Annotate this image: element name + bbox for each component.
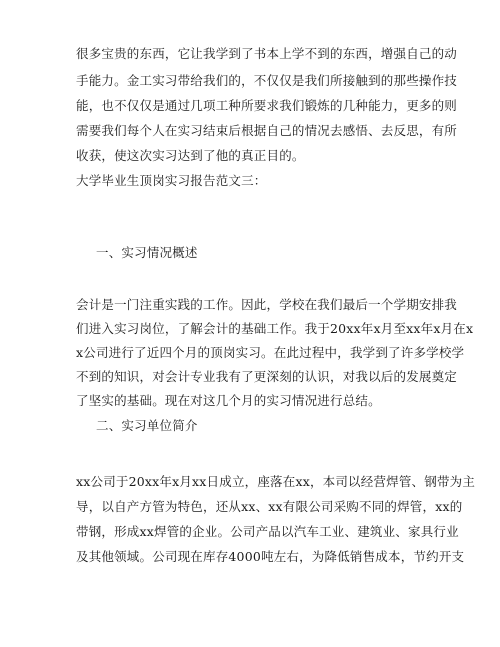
paragraph-line: 很多宝贵的东西，它让我学到了书本上学不到的东西，增强自己的动: [76, 46, 458, 61]
paragraph-line: 收获，使这次实习达到了他的真正目的。: [76, 148, 305, 163]
paragraph-line: 不到的知识，对会计专业我有了更深刻的认识，对我以后的发展奠定: [76, 369, 458, 384]
paragraph-line: 需要我们每个人在实习结束后根据自己的情况去感悟、去反思，有所: [76, 123, 458, 138]
paragraph-line: 能，也不仅仅是通过几项工种所要求我们锻炼的几种能力，更多的则: [76, 98, 458, 113]
paragraph-line: 们进入实习岗位，了解会计的基础工作。我于20xx年x月至xx年x月在x: [76, 321, 474, 336]
section-heading: 二、实习单位简介: [96, 418, 198, 433]
paragraph-line: 了坚实的基础。现在对这几个月的实习情况进行总结。: [76, 393, 381, 408]
section-heading: 大学毕业生顶岗实习报告范文三：: [76, 173, 267, 188]
paragraph-line: x公司进行了近四个月的顶岗实习。在此过程中，我学到了许多学校学: [76, 345, 465, 360]
paragraph-line: 会计是一门注重实践的工作。因此，学校在我们最后一个学期安排我: [76, 297, 458, 312]
paragraph-line: 导，以自产方管为特色，还从xx、xx有限公司采购不同的焊管，xx的: [76, 499, 463, 514]
paragraph-line: 手能力。金工实习带给我们的，不仅仅是我们所接触到的那些操作技: [76, 73, 458, 88]
paragraph-line: 带钢，形成xx焊管的企业。公司产品以汽车工业、建筑业、家具行业: [76, 524, 459, 539]
paragraph-line: xx公司于20xx年x月xx日成立，座落在xx，本司以经营焊管、钢带为主: [76, 474, 476, 489]
section-heading: 一、实习情况概述: [96, 245, 198, 260]
paragraph-line: 及其他领域。公司现在库存4000吨左右，为降低销售成本，节约开支: [76, 549, 465, 564]
